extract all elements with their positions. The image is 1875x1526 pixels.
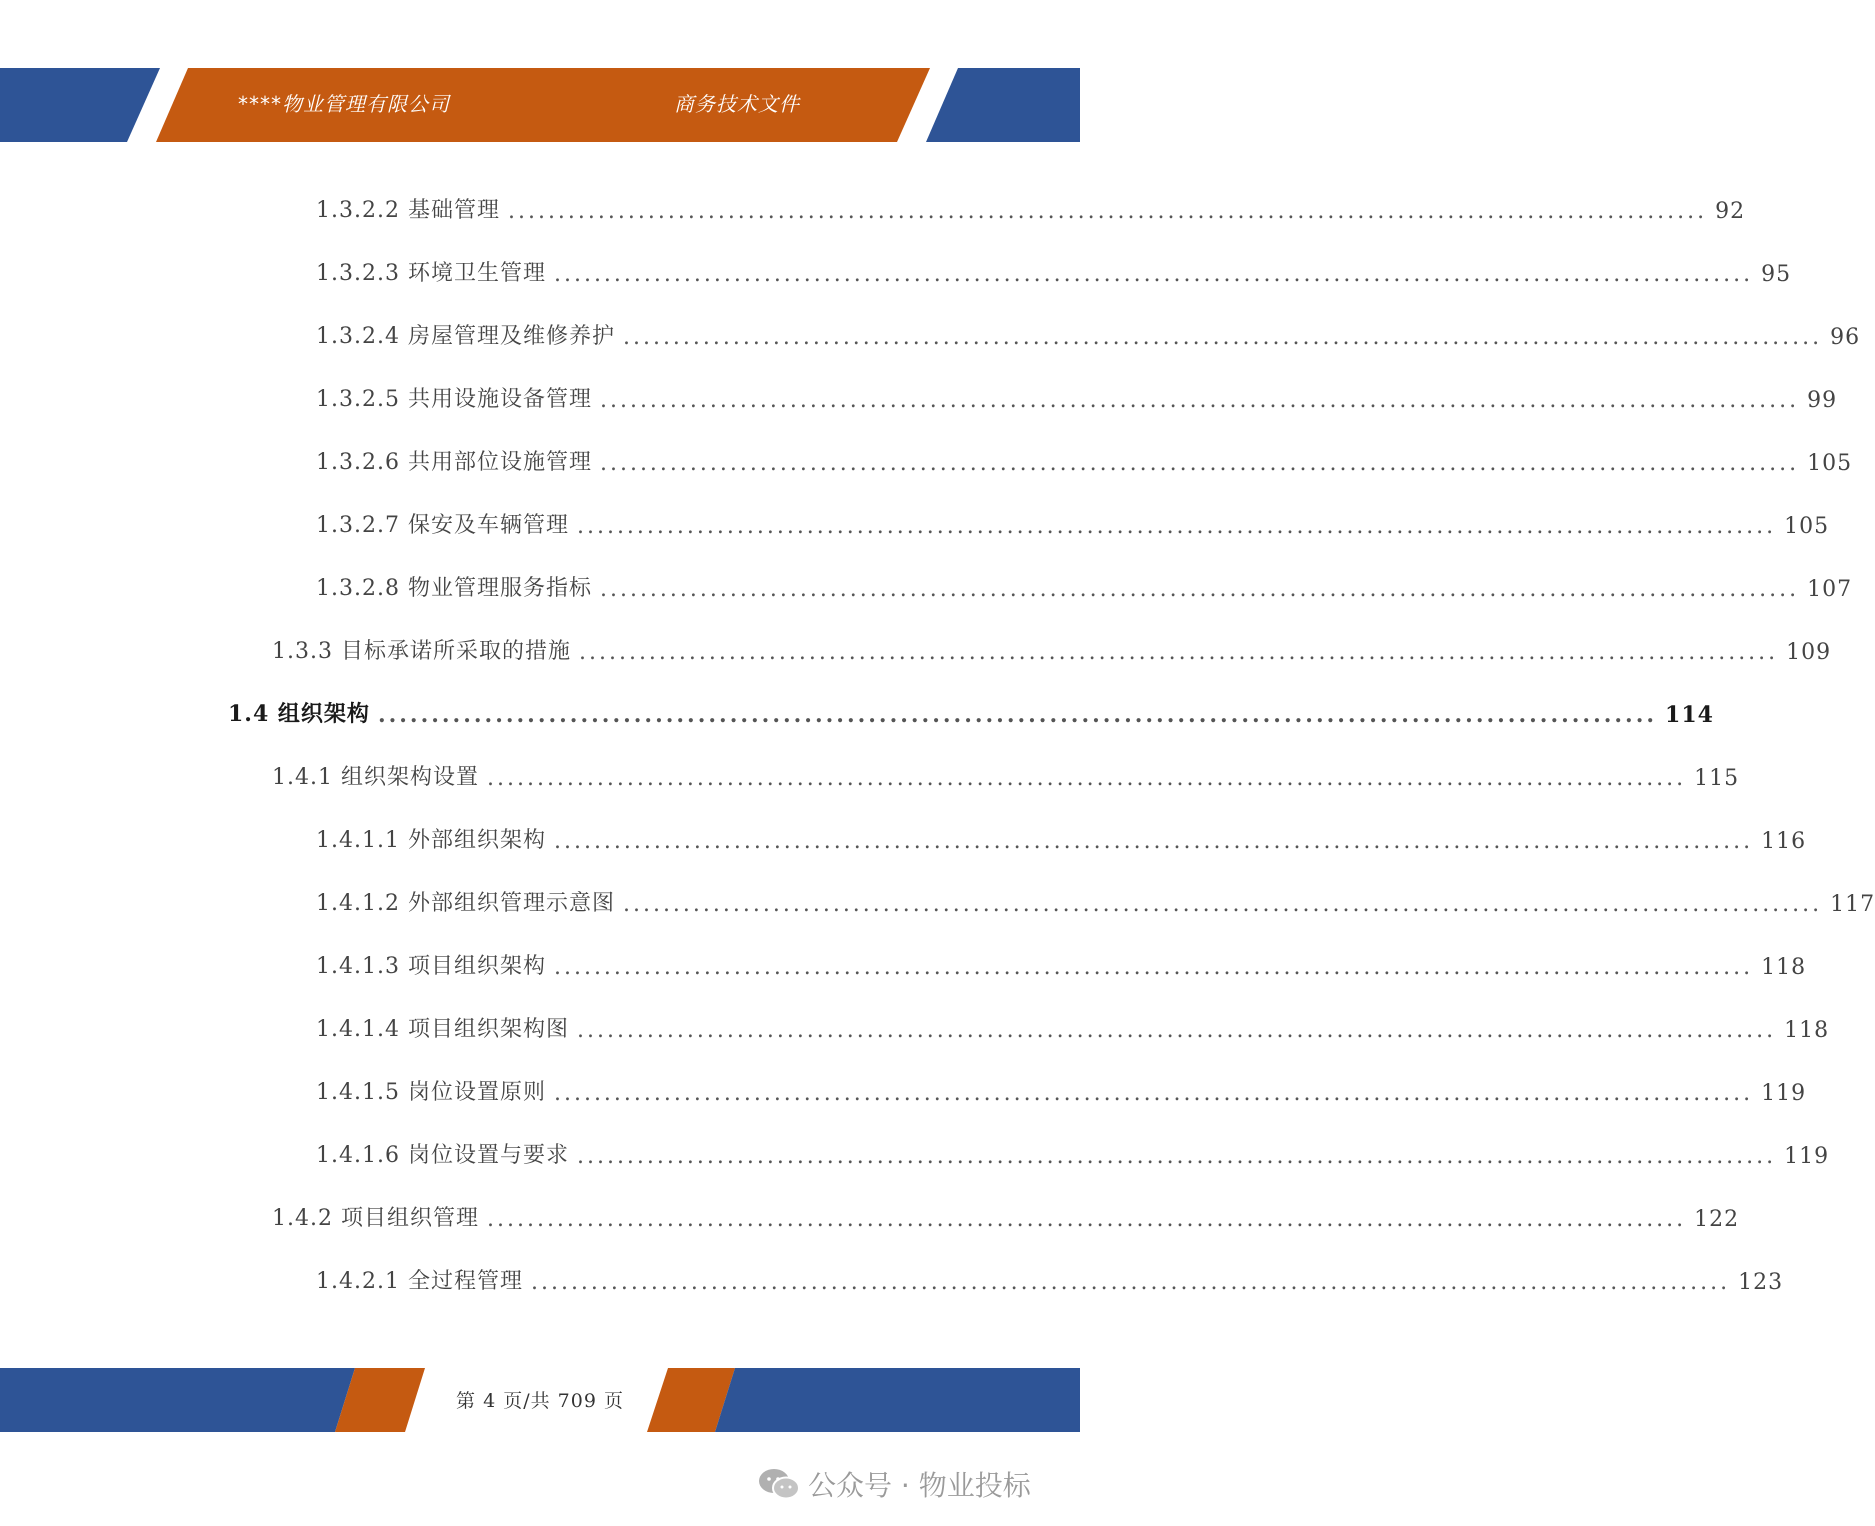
toc-entry-page: 105 — [1807, 451, 1853, 476]
toc-leader-dots: ........................................................................................................................ — [553, 1081, 1754, 1106]
toc-entry-page: 92 — [1715, 199, 1746, 224]
toc-entry[interactable] — [316, 1255, 1784, 1295]
header-shapes — [0, 68, 1080, 142]
page-number: 第 4 页/共 709 页 — [456, 1390, 624, 1412]
toc-entry-title: 1.3.2.6 共用部位设施管理 — [316, 450, 592, 475]
toc-entry-title: 1.3.2.5 共用设施设备管理 — [316, 387, 592, 412]
toc-entry[interactable] — [272, 751, 1740, 791]
wechat-icon — [758, 1467, 800, 1501]
toc-leader-dots: ........................................................................................................................ — [578, 640, 1779, 665]
toc-entry[interactable] — [316, 1129, 1830, 1169]
toc-entry-title: 1.3.2.8 物业管理服务指标 — [316, 576, 592, 601]
toc-entry[interactable] — [272, 1192, 1740, 1232]
toc-entry-page: 119 — [1784, 1144, 1830, 1169]
toc-entry[interactable] — [316, 373, 1838, 413]
toc-leader-dots: ........................................................................................................................ — [599, 577, 1800, 602]
header-band — [0, 68, 1080, 142]
toc-leader-dots: ........................................................................................................................ — [553, 829, 1754, 854]
toc-entry-page: 95 — [1761, 262, 1792, 287]
toc-entry-page: 107 — [1807, 577, 1853, 602]
toc-entry-page: 116 — [1761, 829, 1807, 854]
toc-entry[interactable] — [316, 499, 1830, 539]
toc-entry[interactable] — [316, 310, 1861, 350]
toc-leader-dots: ........................................................................................................................ — [576, 1144, 1777, 1169]
toc-entry-title: 1.4.2.1 全过程管理 — [316, 1269, 523, 1294]
toc-entry[interactable] — [316, 877, 1875, 917]
toc-entry-page: 118 — [1784, 1018, 1830, 1043]
toc-entry-title: 1.4.1.3 项目组织架构 — [316, 954, 546, 979]
toc-entry-title: 1.4.1.5 岗位设置原则 — [316, 1080, 546, 1105]
toc-entry-page: 119 — [1761, 1081, 1807, 1106]
toc-entry[interactable] — [316, 814, 1807, 854]
toc-leader-dots: ........................................................................................................................ — [599, 388, 1800, 413]
toc-entry-title: 1.3.2.4 房屋管理及维修养护 — [316, 324, 615, 349]
toc-leader-dots: ........................................................................................................................ — [377, 702, 1658, 728]
toc-entry-page: 114 — [1665, 702, 1714, 728]
toc-entry-page: 122 — [1694, 1207, 1740, 1232]
toc-leader-dots: ........................................................................................................................ — [486, 766, 1687, 791]
toc-leader-dots: ........................................................................................................................ — [553, 955, 1754, 980]
toc-entry[interactable] — [316, 1003, 1830, 1043]
toc-entry-page: 99 — [1807, 388, 1838, 413]
toc-entry-page: 123 — [1738, 1270, 1784, 1295]
toc-entry-page: 109 — [1786, 640, 1832, 665]
toc-entry[interactable] — [228, 688, 1714, 728]
header-document-type: 商务技术文件 — [674, 92, 800, 116]
toc-leader-dots: ........................................................................................................................ — [530, 1270, 1731, 1295]
toc-entry-page: 115 — [1694, 766, 1740, 791]
header-blue-right — [926, 68, 1080, 142]
toc-entry-page: 96 — [1830, 325, 1861, 350]
toc-leader-dots: ........................................................................................................................ — [507, 199, 1708, 224]
toc-entry-title: 1.3.2.2 基础管理 — [316, 198, 500, 223]
header-company-name: ****物业管理有限公司 — [238, 92, 450, 116]
toc-entry-title: 1.4.1.4 项目组织架构图 — [316, 1017, 569, 1042]
toc-entry-title: 1.3.3 目标承诺所采取的措施 — [272, 639, 571, 664]
toc-entry-title: 1.4.1.6 岗位设置与要求 — [316, 1143, 569, 1168]
watermark-text: 公众号 · 物业投标 — [808, 1469, 1031, 1502]
toc-entry-title: 1.3.2.7 保安及车辆管理 — [316, 513, 569, 538]
toc-entry[interactable] — [316, 562, 1853, 602]
toc-leader-dots: ........................................................................................................................ — [553, 262, 1754, 287]
toc-leader-dots: ........................................................................................................................ — [576, 514, 1777, 539]
toc-leader-dots: ........................................................................................................................ — [576, 1018, 1777, 1043]
toc-entry-title: 1.4.1.1 外部组织架构 — [316, 828, 546, 853]
toc-entry[interactable] — [316, 940, 1807, 980]
toc-leader-dots: ........................................................................................................................ — [622, 892, 1823, 917]
toc-leader-dots: ........................................................................................................................ — [486, 1207, 1687, 1232]
toc-leader-dots: ........................................................................................................................ — [622, 325, 1823, 350]
toc-entry[interactable] — [316, 247, 1792, 287]
toc-entry[interactable] — [316, 1066, 1807, 1106]
toc-entry[interactable] — [316, 184, 1746, 224]
toc-entry[interactable] — [272, 625, 1832, 665]
toc-entry-page: 105 — [1784, 514, 1830, 539]
header-blue-left — [0, 68, 160, 142]
toc-entry-title: 1.3.2.3 环境卫生管理 — [316, 261, 546, 286]
toc-entry-title: 1.4.1.2 外部组织管理示意图 — [316, 891, 615, 916]
toc-entry-page: 118 — [1761, 955, 1807, 980]
toc-leader-dots: ........................................................................................................................ — [599, 451, 1800, 476]
toc-entry-title: 1.4 组织架构 — [228, 701, 370, 727]
toc-entry[interactable] — [316, 436, 1853, 476]
watermark — [758, 1462, 1031, 1506]
toc-entry-title: 1.4.1 组织架构设置 — [272, 765, 479, 790]
toc-entry-page: 117 — [1830, 892, 1875, 917]
toc-entry-title: 1.4.2 项目组织管理 — [272, 1206, 479, 1231]
